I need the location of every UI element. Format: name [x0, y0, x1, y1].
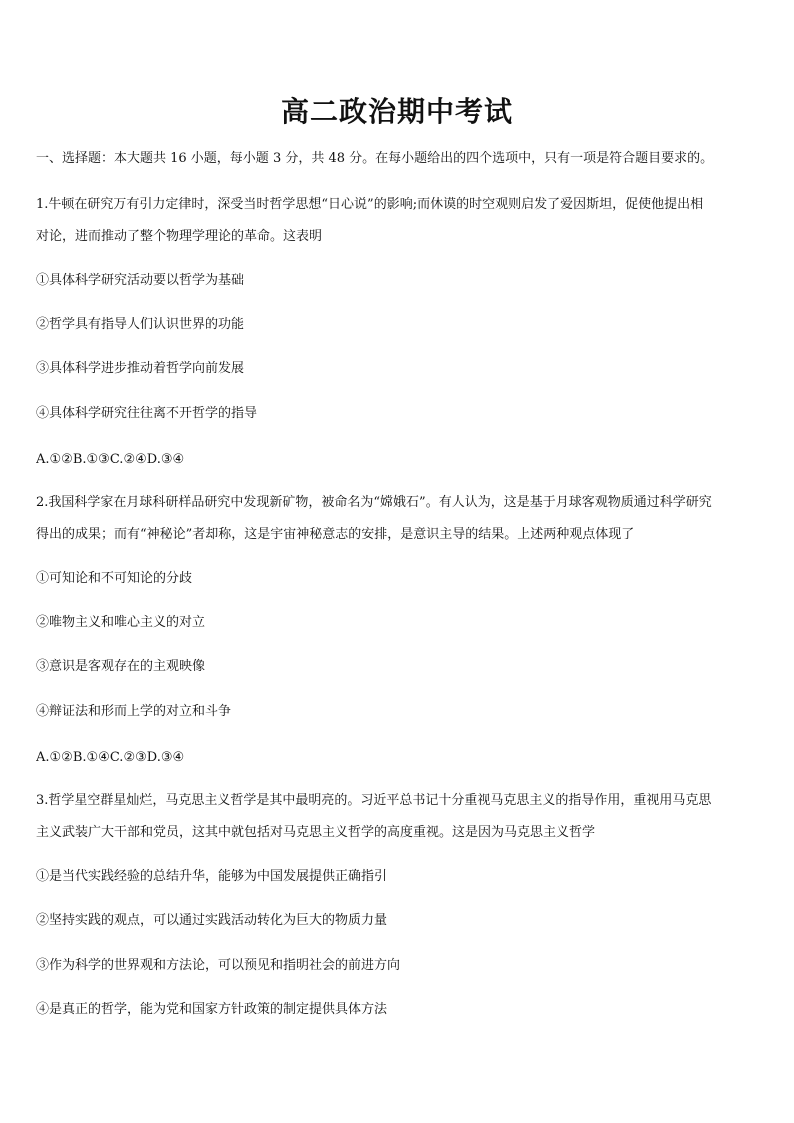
question-2-option-1: ①可知论和不可知论的分歧 [36, 571, 193, 586]
question-1-option-2: ②哲学具有指导人们认识世界的功能 [36, 317, 245, 332]
question-3-option-3: ③作为科学的世界观和方法论，可以预见和指明社会的前进方向 [36, 958, 401, 973]
question-1-option-1: ①具体科学研究活动要以哲学为基础 [36, 273, 245, 288]
question-2-option-3: ③意识是客观存在的主观映像 [36, 659, 206, 674]
question-3-option-2: ②坚持实践的观点，可以通过实践活动转化为巨大的物质力量 [36, 913, 388, 928]
question-3-option-1: ①是当代实践经验的总结升华，能够为中国发展提供正确指引 [36, 869, 388, 884]
question-1-option-4: ④具体科学研究往往离不开哲学的指导 [36, 406, 258, 421]
question-2-option-4: ④辩证法和形而上学的对立和斗争 [36, 704, 232, 719]
question-1-option-3: ③具体科学进步推动着哲学向前发展 [36, 361, 245, 376]
question-1-answer-choices: A.①②B.①③C.②④D.③④ [36, 452, 185, 467]
question-1-stem-line-1: 1.牛顿在研究万有引力定律时，深受当时哲学思想“日心说”的影响;而休谟的时空观则启发了爱因斯坦，促使他提出相 [36, 197, 704, 212]
question-3-option-4: ④是真正的哲学，能为党和国家方针政策的制定提供具体方法 [36, 1002, 388, 1017]
question-2-answer-choices: A.①②B.①④C.②③D.③④ [36, 750, 185, 765]
question-1-stem-line-2: 对论，进而推动了整个物理学理论的革命。这表明 [36, 229, 323, 244]
question-3-stem-line-2: 主义武装广大干部和党员，这其中就包括对马克思主义哲学的高度重视。这是因为马克思主义哲学 [36, 825, 596, 840]
question-2-stem-line-1: 2.我国科学家在月球科研样品研究中发现新矿物，被命名为“嫦娥石”。有人认为，这是基于月球客观物质通过科学研究 [36, 495, 712, 510]
page-title: 高二政治期中考试 [280, 95, 513, 128]
question-3-stem-line-1: 3.哲学星空群星灿烂，马克思主义哲学是其中最明亮的。习近平总书记十分重视马克思主义的指导作用，重视用马克思 [36, 793, 712, 808]
question-2-stem-line-2: 得出的成果；而有“神秘论”者却称，这是宇宙神秘意志的安排，是意识主导的结果。上述两种观点体现了 [36, 527, 635, 542]
section-instructions: 一、选择题：本大题共 16 小题，每小题 3 分，共 48 分。在每小题给出的四个选项中，只有一项是符合题目要求的。 [36, 151, 714, 166]
question-2-option-2: ②唯物主义和唯心主义的对立 [36, 615, 206, 630]
